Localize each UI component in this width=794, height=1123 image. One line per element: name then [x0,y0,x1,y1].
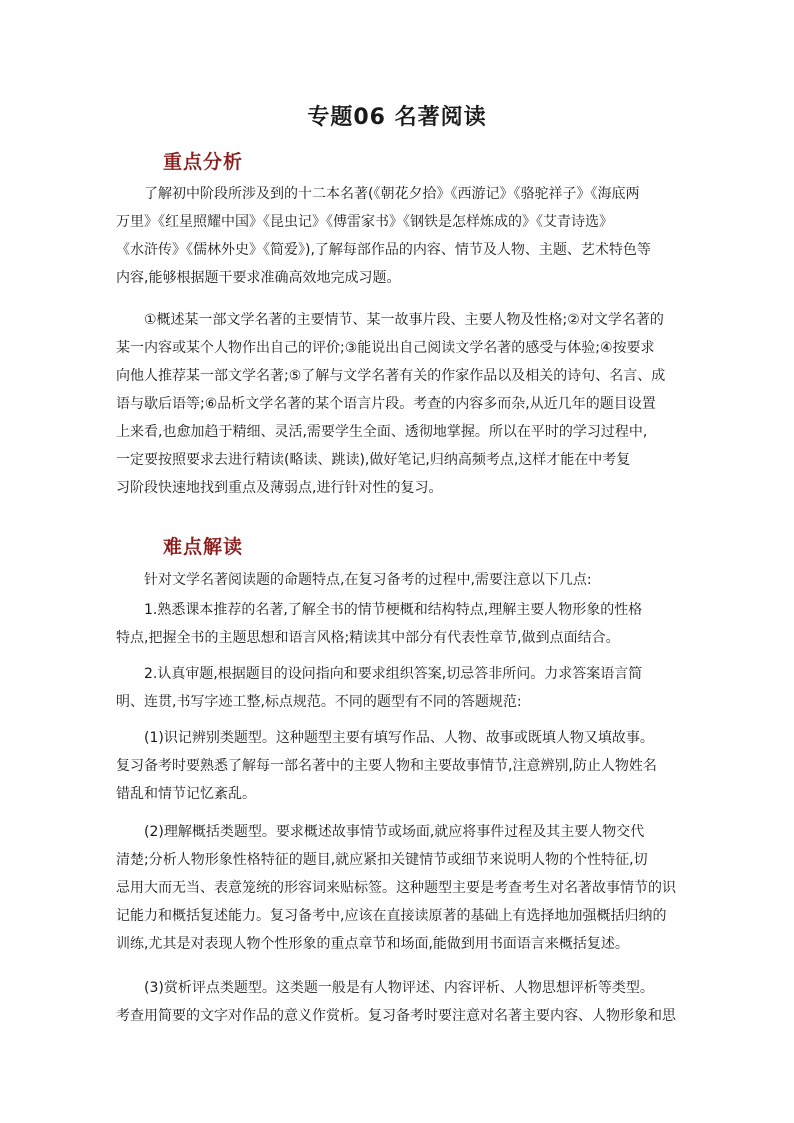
paragraph [116,818,678,958]
paragraph [116,306,678,502]
text-line: 万里》《红星照耀中国》《昆虫记》《傅雷家书》《钢铁是怎样炼成的》《艾青诗选》 [116,214,613,230]
text-line: ①概述某一部文学名著的主要情节、某一故事片段、主要人物及性格;②对文学名著的 [144,312,664,328]
text-line: 习阶段快速地找到重点及薄弱点,进行针对性的复习。 [116,480,443,496]
paragraph [116,180,678,292]
text-line: 向他人推荐某一部文学名著;⑤了解与文学名著有关的作家作品以及相关的诗句、名言、成 [116,368,666,384]
text-line: (2)理解概括类题型。要求概述故事情节或场面,就应将事件过程及其主要人物交代 [144,824,645,840]
text-line: 针对文学名著阅读题的命题特点,在复习备考的过程中,需要注意以下几点: [144,572,592,588]
page-title: 专题06 名著阅读 [307,105,487,130]
paragraph [116,974,678,1030]
text-line: 明、连贯,书写字迹工整,标点规范。不同的题型有不同的答题规范: [116,694,522,710]
text-line: 考查用简要的文字对作品的意义作赏析。复习备考时要注意对名著主要内容、人物形象和思 [116,1008,676,1024]
text-line: 《水浒传》《儒林外史》《简爱》),了解每部作品的内容、情节及人物、主题、艺术特色等 [116,242,651,258]
text-line: (3)赏析评点类题型。这类题一般是有人物评述、内容评析、人物思想评析等类型。 [144,980,654,996]
paragraph [116,596,678,652]
text-line: 语与歇后语等;⑥品析文学名著的某个语言片段。考查的内容多而杂,从近几年的题目设置 [116,396,656,412]
text-line: 复习备考时要熟悉了解每一部名著中的主要人物和主要故事情节,注意辨别,防止人物姓名 [116,758,657,774]
section-heading-difficulty-interpretation: 难点解读 [163,536,244,558]
paragraph [116,566,678,594]
text-line: 一定要按照要求去进行精读(略读、跳读),做好笔记,归纳高频考点,这样才能在中考复 [116,452,631,468]
section-heading-key-analysis: 重点分析 [163,151,244,173]
text-line: 错乱和情节记忆紊乱。 [116,786,256,802]
paragraph [116,724,678,808]
text-line: 1.熟悉课本推荐的名著,了解全书的情节梗概和结构特点,理解主要人物形象的性格 [144,602,643,618]
text-line: 某一内容或某个人物作出自己的评价;③能说出自己阅读文学名著的感受与体验;④按要求 [116,340,655,356]
text-line: 上来看,也愈加趋于精细、灵活,需要学生全面、透彻地掌握。所以在平时的学习过程中, [116,424,648,440]
text-line: 训练,尤其是对表现人物个性形象的重点章节和场面,能做到用书面语言来概括复述。 [116,936,629,952]
text-line: (1)识记辨别类题型。这种题型主要有填写作品、人物、故事或既填人物又填故事。 [144,730,654,746]
text-line: 记能力和概括复述能力。复习备考中,应该在直接读原著的基础上有选择地加强概括归纳的 [116,908,667,924]
text-line: 清楚;分析人物形象性格特征的题目,就应紧扣关键情节或细节来说明人物的个性特征,切 [116,852,648,868]
text-line: 内容,能够根据题干要求准确高效地完成习题。 [116,270,401,286]
text-line: 特点,把握全书的主题思想和语言风格;精读其中部分有代表性章节,做到点面结合。 [116,630,620,646]
text-line: 忌用大而无当、表意笼统的形容词来贴标签。这种题型主要是考查考生对名著故事情节的识 [116,880,676,896]
text-line: 了解初中阶段所涉及到的十二本名著(《朝花夕拾》《西游记》《骆驼祥子》《海底两 [144,186,640,202]
text-line: 2.认真审题,根据题目的设问指向和要求组织答案,切忌答非所问。力求答案语言简 [144,666,643,682]
paragraph [116,660,678,716]
